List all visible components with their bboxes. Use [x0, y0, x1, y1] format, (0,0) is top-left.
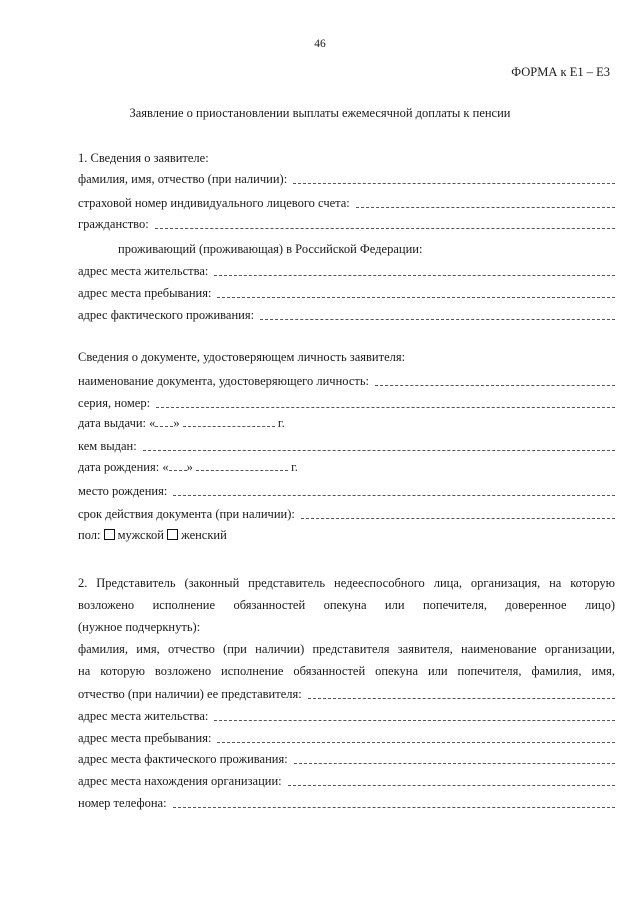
form-identifier: ФОРМА к Е1 – Е3 [511, 65, 610, 79]
applicant-label-1: страховой номер индивидуального лицевого счета: [78, 196, 350, 210]
residence-heading: проживающий (проживающая) в Российской Федерации: [118, 242, 423, 256]
identity-document-field-1[interactable] [78, 393, 615, 411]
representative-input-line-5[interactable] [173, 807, 615, 808]
representative-field-3[interactable] [78, 749, 615, 767]
applicant-input-line-2[interactable] [155, 228, 615, 229]
applicant-address-field-0[interactable] [78, 261, 615, 279]
issued-by-line[interactable] [143, 450, 615, 451]
issue-month-year-blank[interactable] [183, 426, 275, 427]
identity-document-input-line-0[interactable] [375, 385, 615, 386]
birth-date-field[interactable] [78, 460, 298, 475]
representative-label-5: номер телефона: [78, 796, 167, 810]
section1-heading: 1. Сведения о заявителе: [78, 151, 209, 165]
birth-date-mid: » [186, 460, 193, 474]
representative-label-3: адрес места фактического проживания: [78, 752, 288, 766]
applicant-address-input-line-1[interactable] [217, 297, 615, 298]
issued-by-label: кем выдан: [78, 439, 137, 453]
issue-day-blank[interactable] [155, 426, 173, 427]
issue-date-field[interactable] [78, 416, 285, 431]
male-label: мужской [117, 528, 164, 542]
document-heading: Сведения о документе, удостоверяющем личность заявителя: [78, 350, 406, 364]
birth-date-prefix: дата рождения: « [78, 460, 169, 474]
section2-note: (нужное подчеркнуть): [78, 620, 201, 634]
representative-input-line-0[interactable] [308, 698, 615, 699]
male-checkbox[interactable] [104, 529, 115, 540]
section2-para-line-2: на которую возложено исполнение обязанностей опекуна или попечителя, фамилия, имя, [78, 664, 615, 678]
identity-document-label-0: наименование документа, удостоверяющего личность: [78, 374, 370, 388]
representative-field-0[interactable] [78, 684, 615, 702]
applicant-address-label-0: адрес места жительства: [78, 264, 209, 278]
gender-label: пол: [78, 528, 101, 542]
section2-heading-line-2: возложено исполнение обязанностей опекуна или попечителя, доверенное лицо) [78, 598, 615, 612]
representative-label-0: отчество (при наличии) ее представителя: [78, 687, 302, 701]
page-number: 46 [314, 38, 326, 50]
identity-extra-field-1[interactable] [78, 504, 615, 522]
applicant-address-label-2: адрес фактического проживания: [78, 308, 255, 322]
birth-month-year-blank[interactable] [196, 470, 288, 471]
representative-label-2: адрес места пребывания: [78, 731, 212, 745]
female-checkbox[interactable] [167, 529, 178, 540]
representative-input-line-4[interactable] [288, 785, 615, 786]
applicant-input-line-0[interactable] [293, 183, 615, 184]
birth-date-suffix: г. [291, 460, 298, 474]
applicant-address-field-2[interactable] [78, 305, 615, 323]
applicant-address-label-1: адрес места пребывания: [78, 286, 212, 300]
representative-field-1[interactable] [78, 706, 615, 724]
representative-label-1: адрес места жительства: [78, 709, 209, 723]
applicant-label-0: фамилия, имя, отчество (при наличии): [78, 172, 288, 186]
representative-input-line-2[interactable] [217, 742, 615, 743]
representative-field-5[interactable] [78, 793, 615, 811]
representative-field-2[interactable] [78, 728, 615, 746]
representative-input-line-3[interactable] [294, 763, 615, 764]
identity-extra-input-line-0[interactable] [173, 495, 615, 496]
identity-extra-label-1: срок действия документа (при наличии): [78, 507, 295, 521]
applicant-field-1[interactable] [78, 193, 615, 211]
issue-date-mid: » [173, 416, 180, 430]
section2-para-line-1: фамилия, имя, отчество (при наличии) представителя заявителя, наименование организации, [78, 642, 615, 656]
issue-date-prefix: дата выдачи: « [78, 416, 156, 430]
applicant-address-field-1[interactable] [78, 283, 615, 301]
issue-date-suffix: г. [277, 416, 285, 430]
identity-extra-field-0[interactable] [78, 481, 615, 499]
section2-heading-line-1: 2. Представитель (законный представитель недееспособного лица, организация, на которую [78, 576, 615, 590]
representative-input-line-1[interactable] [214, 720, 615, 721]
gender-field [78, 528, 227, 543]
applicant-input-line-1[interactable] [356, 207, 615, 208]
birth-day-blank[interactable] [169, 470, 187, 471]
identity-document-input-line-1[interactable] [156, 407, 615, 408]
representative-field-4[interactable] [78, 771, 615, 789]
document-title: Заявление о приостановлении выплаты ежемесячной доплаты к пенсии [129, 106, 511, 120]
identity-document-field-0[interactable] [78, 371, 615, 389]
identity-extra-input-line-1[interactable] [301, 518, 615, 519]
identity-document-label-1: серия, номер: [78, 396, 151, 410]
applicant-address-input-line-0[interactable] [214, 275, 615, 276]
applicant-address-input-line-2[interactable] [260, 319, 615, 320]
applicant-label-2: гражданство: [78, 217, 149, 231]
applicant-field-0[interactable] [78, 169, 615, 187]
female-label: женский [181, 528, 227, 542]
identity-extra-label-0: место рождения: [78, 484, 168, 498]
issued-by-field[interactable] [78, 436, 615, 454]
applicant-field-2[interactable] [78, 214, 615, 232]
representative-label-4: адрес места нахождения организации: [78, 774, 282, 788]
